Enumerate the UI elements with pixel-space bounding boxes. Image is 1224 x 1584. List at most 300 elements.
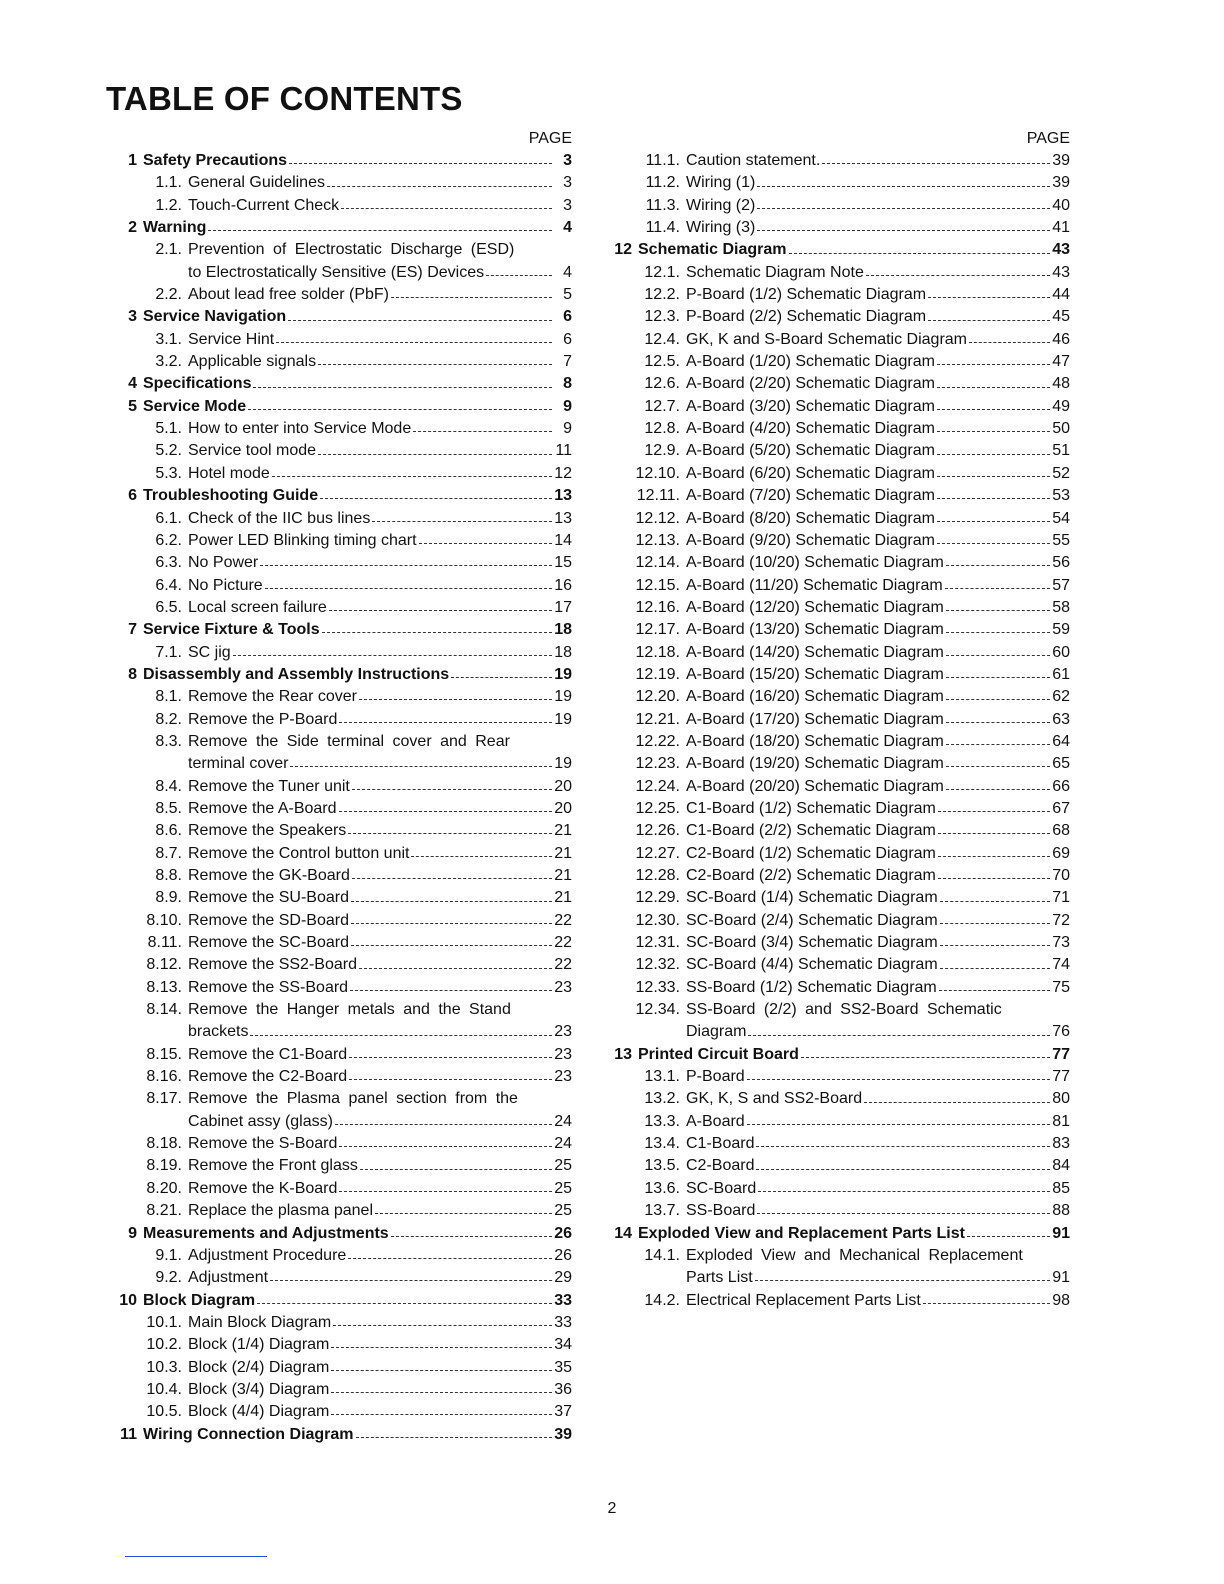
- toc-entry-page: 3: [563, 152, 572, 169]
- toc-entry-label: Service Fixture & Tools: [143, 621, 320, 639]
- toc-entry-page: 65: [1052, 755, 1070, 773]
- toc-entry-label: Hotel mode: [188, 464, 270, 482]
- toc-section-entry[interactable]: [610, 910, 1070, 932]
- toc-entry-page: 43: [1052, 263, 1070, 281]
- toc-entry-page: 60: [1052, 643, 1070, 661]
- toc-section-entry[interactable]: [610, 1088, 1070, 1110]
- toc-chapter-entry[interactable]: [610, 239, 1070, 261]
- dot-leader: [356, 1436, 552, 1438]
- toc-section-entry[interactable]: [610, 999, 1070, 1021]
- toc-entry-label: A-Board (18/20) Schematic Diagram: [686, 732, 944, 750]
- toc-entry-page: 49: [1052, 397, 1070, 415]
- toc-entry-number: 5.1.: [155, 420, 182, 438]
- dot-leader: [339, 810, 552, 812]
- toc-entry-label: Specifications: [143, 375, 252, 393]
- toc-entry-label: Block Diagram: [143, 1291, 256, 1309]
- toc-entry-page: 12: [554, 464, 572, 482]
- dot-leader: [758, 1190, 1050, 1192]
- toc-entry-number: 8.14.: [146, 1001, 182, 1019]
- dot-leader: [391, 296, 552, 298]
- toc-section-entry[interactable]: [610, 1155, 1070, 1177]
- toc-entry-page: 9: [563, 420, 572, 438]
- toc-section-entry[interactable]: [110, 776, 572, 798]
- toc-chapter-entry[interactable]: [110, 485, 572, 507]
- toc-entry-label: Remove the Rear cover: [188, 688, 357, 706]
- toc-section-entry[interactable]: [110, 1088, 572, 1110]
- toc-entry-page: 83: [1052, 1135, 1070, 1153]
- toc-section-entry[interactable]: [610, 887, 1070, 909]
- toc-entry-page: 59: [1052, 621, 1070, 639]
- toc-entry-label: Exploded View and Mechanical Replacement: [686, 1246, 1023, 1264]
- toc-section-entry[interactable]: [110, 954, 572, 976]
- toc-entry-label: Safety Precautions: [143, 152, 288, 169]
- toc-entry-page: 22: [554, 934, 572, 952]
- toc-section-entry[interactable]: [610, 798, 1070, 820]
- toc-section-entry[interactable]: [610, 597, 1070, 619]
- toc-section-entry[interactable]: [110, 239, 572, 261]
- toc-section-entry[interactable]: [610, 329, 1070, 351]
- toc-entry-label: Exploded View and Replacement Parts List: [638, 1224, 965, 1242]
- toc-entry-page: 33: [554, 1291, 572, 1309]
- toc-entry-page: 25: [554, 1179, 572, 1197]
- dot-leader: [940, 944, 1050, 946]
- dot-leader: [359, 698, 552, 700]
- dot-leader: [349, 1056, 552, 1058]
- toc-entry-page: 21: [554, 844, 572, 862]
- toc-entry-number: 3.1.: [155, 330, 182, 348]
- toc-entry-label: C2-Board (2/2) Schematic Diagram: [686, 867, 936, 884]
- toc-section-entry[interactable]: [110, 820, 572, 842]
- toc-entry-number: 12.2.: [644, 286, 680, 304]
- toc-section-entry[interactable]: [110, 1155, 572, 1177]
- toc-entry-label: Wiring (3): [686, 219, 756, 237]
- toc-chapter-entry[interactable]: [110, 1223, 572, 1245]
- toc-entry-page: 85: [1052, 1179, 1070, 1197]
- toc-section-entry[interactable]: [610, 485, 1070, 507]
- toc-entry-number: 8.3.: [155, 732, 182, 750]
- toc-entry-number: 1.1.: [155, 174, 182, 192]
- toc-entry-label: SC-Board: [686, 1179, 757, 1197]
- toc-entry-label: brackets: [188, 1023, 249, 1041]
- toc-section-entry[interactable]: [110, 686, 572, 708]
- toc-entry-label: Block (4/4) Diagram: [188, 1403, 330, 1421]
- toc-entry-page: 39: [554, 1425, 572, 1443]
- toc-section-entry[interactable]: [110, 843, 572, 865]
- toc-section-entry[interactable]: [110, 508, 572, 530]
- toc-entry-number: 11.1.: [645, 152, 680, 169]
- toc-entry-label: Measurements and Adjustments: [143, 1224, 389, 1242]
- toc-entry-label: Replace the plasma panel: [188, 1202, 374, 1220]
- toc-section-entry[interactable]: [110, 284, 572, 306]
- toc-entry-label: Main Block Diagram: [188, 1313, 332, 1331]
- toc-section-entry[interactable]: [110, 597, 572, 619]
- toc-section-entry[interactable]: [610, 843, 1070, 865]
- dot-leader: [756, 1168, 1050, 1170]
- toc-entry-number: 8.18.: [146, 1135, 182, 1153]
- toc-entry-page: 15: [554, 554, 572, 572]
- toc-section-entry[interactable]: [610, 977, 1070, 999]
- toc-entry-page: 55: [1052, 531, 1070, 549]
- toc-entry-page: 19: [554, 665, 572, 683]
- toc-section-entry[interactable]: [110, 910, 572, 932]
- toc-entry-number: 12.8.: [644, 420, 680, 438]
- toc-chapter-entry[interactable]: [110, 664, 572, 686]
- toc-entry-label: A-Board (11/20) Schematic Diagram: [686, 576, 943, 594]
- toc-entry-label: A-Board (19/20) Schematic Diagram: [686, 755, 944, 773]
- toc-section-entry[interactable]: [610, 463, 1070, 485]
- toc-section-entry[interactable]: [610, 1200, 1070, 1222]
- toc-entry-number: 8.21.: [146, 1202, 182, 1220]
- toc-entry-number: 10.2.: [146, 1336, 182, 1354]
- toc-entry-page: 25: [554, 1202, 572, 1220]
- toc-entry-label: A-Board (7/20) Schematic Diagram: [686, 487, 935, 505]
- toc-section-entry[interactable]: [110, 1200, 572, 1222]
- toc-entry-label: Cabinet assy (glass): [188, 1112, 333, 1130]
- toc-section-entry[interactable]: [610, 373, 1070, 395]
- toc-chapter-entry[interactable]: [110, 150, 572, 172]
- toc-entry-page: 45: [1052, 308, 1070, 326]
- toc-entry-page: 57: [1052, 576, 1070, 594]
- toc-entry-label: GK, K, S and SS2-Board: [686, 1090, 863, 1108]
- toc-section-entry[interactable]: [610, 1290, 1070, 1312]
- dot-leader: [946, 676, 1050, 678]
- toc-section-entry[interactable]: [110, 262, 572, 284]
- toc-section-entry[interactable]: [610, 1245, 1070, 1267]
- toc-section-entry[interactable]: [110, 463, 572, 485]
- toc-entry-number: 12.14.: [635, 554, 680, 572]
- toc-section-entry[interactable]: [610, 396, 1070, 418]
- dot-leader: [747, 1078, 1050, 1080]
- dot-leader: [967, 1235, 1050, 1237]
- toc-entry-page: 19: [554, 755, 572, 773]
- toc-entry-label: Adjustment: [188, 1269, 269, 1287]
- toc-section-entry[interactable]: [610, 709, 1070, 731]
- toc-entry-label: Remove the Plasma panel section from the: [188, 1090, 518, 1108]
- toc-entry-page: 36: [554, 1380, 572, 1398]
- dot-leader: [233, 654, 552, 656]
- toc-section-entry[interactable]: [110, 1021, 572, 1043]
- page-column-header: PAGE: [528, 130, 572, 147]
- toc-section-entry[interactable]: [110, 1267, 572, 1289]
- dot-leader: [331, 1346, 552, 1348]
- toc-entry-page: 16: [554, 576, 572, 594]
- toc-entry-label: How to enter into Service Mode: [188, 420, 412, 438]
- toc-entry-label: Wiring (2): [686, 196, 756, 214]
- toc-entry-number: 8.6.: [155, 822, 182, 840]
- toc-entry-number: 5: [128, 397, 137, 415]
- dot-leader: [937, 453, 1050, 455]
- toc-section-entry[interactable]: [110, 440, 572, 462]
- toc-section-entry[interactable]: [610, 865, 1070, 887]
- toc-entry-number: 14.2.: [644, 1291, 680, 1309]
- toc-entry-number: 6.1.: [155, 509, 182, 527]
- dot-leader: [331, 1369, 552, 1371]
- toc-section-entry[interactable]: [110, 351, 572, 373]
- dot-leader: [748, 1034, 1050, 1036]
- toc-entry-number: 12.3.: [644, 308, 680, 326]
- dot-leader: [360, 1168, 552, 1170]
- toc-section-entry[interactable]: [610, 664, 1070, 686]
- toc-section-entry[interactable]: [110, 195, 572, 217]
- toc-entry-label: A-Board (5/20) Schematic Diagram: [686, 442, 935, 460]
- dot-leader: [755, 1279, 1050, 1281]
- toc-entry-label: Remove the A-Board: [188, 799, 337, 817]
- toc-section-entry[interactable]: [110, 1178, 572, 1200]
- dot-leader: [375, 1212, 552, 1214]
- toc-section-entry[interactable]: [110, 575, 572, 597]
- toc-section-entry[interactable]: [110, 552, 572, 574]
- dot-leader: [945, 587, 1050, 589]
- toc-section-entry[interactable]: [610, 1178, 1070, 1200]
- toc-entry-number: 8.7.: [155, 844, 182, 862]
- toc-entry-page: 13: [554, 487, 572, 505]
- toc-entry-page: 4: [563, 263, 572, 281]
- dot-leader: [257, 1302, 552, 1304]
- toc-section-entry[interactable]: [110, 753, 572, 775]
- dot-leader: [352, 788, 552, 790]
- toc-right-column: [610, 128, 1070, 1312]
- toc-section-entry[interactable]: [110, 1066, 572, 1088]
- toc-entry-page: 48: [1052, 375, 1070, 393]
- dot-leader: [359, 967, 552, 969]
- toc-entry-page: 18: [554, 621, 572, 639]
- toc-section-entry[interactable]: [610, 753, 1070, 775]
- toc-section-entry[interactable]: [610, 1267, 1070, 1289]
- dot-leader: [939, 989, 1050, 991]
- toc-section-entry[interactable]: [610, 172, 1070, 194]
- toc-chapter-entry[interactable]: [110, 396, 572, 418]
- dot-leader: [289, 162, 552, 164]
- toc-section-entry[interactable]: [110, 172, 572, 194]
- toc-section-entry[interactable]: [610, 284, 1070, 306]
- toc-section-entry[interactable]: [110, 530, 572, 552]
- toc-entry-number: 12.5.: [644, 353, 680, 371]
- toc-entry-page: 81: [1052, 1112, 1070, 1130]
- toc-section-entry[interactable]: [110, 329, 572, 351]
- dot-leader: [270, 1279, 552, 1281]
- toc-section-entry[interactable]: [610, 306, 1070, 328]
- toc-section-entry[interactable]: [610, 619, 1070, 641]
- toc-entry-label: SC jig: [188, 643, 231, 661]
- toc-entry-number: 12.21.: [635, 710, 680, 728]
- toc-section-entry[interactable]: [110, 798, 572, 820]
- toc-entry-number: 12.1.: [644, 263, 680, 281]
- toc-entry-number: 2: [128, 219, 137, 237]
- dot-leader: [372, 520, 552, 522]
- toc-section-entry[interactable]: [610, 731, 1070, 753]
- dot-leader: [351, 922, 552, 924]
- toc-entry-number: 12.12.: [635, 509, 680, 527]
- toc-entry-page: 76: [1052, 1023, 1070, 1041]
- dot-leader: [946, 698, 1050, 700]
- toc-section-entry[interactable]: [610, 217, 1070, 239]
- toc-entry-page: 3: [563, 174, 572, 192]
- toc-entry-number: 6.5.: [155, 598, 182, 616]
- toc-entry-page: 24: [554, 1112, 572, 1130]
- toc-section-entry[interactable]: [110, 999, 572, 1021]
- toc-section-entry[interactable]: [610, 195, 1070, 217]
- toc-chapter-entry[interactable]: [110, 1424, 572, 1446]
- toc-entry-label: C1-Board (1/2) Schematic Diagram: [686, 799, 936, 817]
- toc-entry-page: 21: [554, 889, 572, 907]
- toc-entry-label: Remove the Front glass: [188, 1157, 358, 1175]
- toc-section-entry[interactable]: [610, 1133, 1070, 1155]
- toc-section-entry[interactable]: [110, 1111, 572, 1133]
- toc-section-entry[interactable]: [610, 262, 1070, 284]
- toc-entry-label: Remove the GK-Board: [188, 867, 350, 884]
- toc-entry-page: 9: [563, 397, 572, 415]
- toc-section-entry[interactable]: [110, 1334, 572, 1356]
- toc-section-entry[interactable]: [610, 1066, 1070, 1088]
- toc-section-entry[interactable]: [110, 932, 572, 954]
- toc-entry-label: No Picture: [188, 576, 263, 594]
- toc-chapter-entry[interactable]: [110, 619, 572, 641]
- toc-entry-label: P-Board (1/2) Schematic Diagram: [686, 286, 927, 304]
- toc-section-entry[interactable]: [610, 351, 1070, 373]
- toc-chapter-entry[interactable]: [110, 217, 572, 239]
- toc-entry-page: 33: [554, 1313, 572, 1331]
- toc-entry-label: Remove the Control button unit: [188, 844, 410, 862]
- dot-leader: [248, 408, 552, 410]
- dot-leader: [864, 1101, 1050, 1103]
- toc-section-entry[interactable]: [110, 1044, 572, 1066]
- toc-entry-label: SS-Board (1/2) Schematic Diagram: [686, 978, 937, 996]
- toc-entry-number: 14.1.: [644, 1246, 680, 1264]
- toc-entry-number: 13.5.: [644, 1157, 680, 1175]
- toc-entry-label: C2-Board: [686, 1157, 755, 1175]
- toc-section-entry[interactable]: [110, 1133, 572, 1155]
- toc-section-entry[interactable]: [110, 709, 572, 731]
- toc-entry-label: GK, K and S-Board Schematic Diagram: [686, 330, 968, 348]
- toc-section-entry[interactable]: [110, 977, 572, 999]
- toc-list-left: [110, 150, 572, 1446]
- dot-leader: [318, 363, 552, 365]
- toc-entry-label: Block (2/4) Diagram: [188, 1358, 330, 1376]
- toc-section-entry[interactable]: [110, 865, 572, 887]
- dot-leader: [757, 1212, 1050, 1214]
- dot-leader: [938, 832, 1050, 834]
- toc-section-entry[interactable]: [610, 418, 1070, 440]
- toc-entry-label: A-Board (17/20) Schematic Diagram: [686, 710, 944, 728]
- toc-section-entry[interactable]: [610, 530, 1070, 552]
- dot-leader: [331, 1391, 552, 1393]
- toc-entry-page: 23: [554, 1068, 572, 1086]
- dot-leader: [335, 1123, 552, 1125]
- toc-section-entry[interactable]: [110, 1312, 572, 1334]
- toc-chapter-entry[interactable]: [610, 1223, 1070, 1245]
- toc-section-entry[interactable]: [610, 575, 1070, 597]
- toc-section-entry[interactable]: [110, 731, 572, 753]
- toc-entry-number: 12.10.: [635, 464, 680, 482]
- dot-leader: [322, 631, 552, 633]
- dot-leader: [411, 855, 552, 857]
- dot-leader: [937, 542, 1050, 544]
- toc-section-entry[interactable]: [610, 440, 1070, 462]
- toc-entry-label: A-Board (4/20) Schematic Diagram: [686, 420, 935, 438]
- toc-entry-page: 63: [1052, 710, 1070, 728]
- toc-chapter-entry[interactable]: [110, 306, 572, 328]
- toc-entry-number: 4: [128, 375, 137, 393]
- dot-leader: [969, 341, 1050, 343]
- dot-leader: [937, 408, 1050, 410]
- toc-section-entry[interactable]: [110, 1379, 572, 1401]
- dot-leader: [333, 1324, 552, 1326]
- toc-section-entry[interactable]: [610, 820, 1070, 842]
- toc-entry-number: 12.31.: [635, 934, 680, 952]
- toc-entry-page: 51: [1052, 442, 1070, 460]
- toc-entry-page: 11: [555, 442, 572, 460]
- toc-section-entry[interactable]: [610, 1111, 1070, 1133]
- toc-entry-number: 12.26.: [635, 822, 680, 840]
- toc-section-entry[interactable]: [610, 642, 1070, 664]
- toc-entry-label: Touch-Current Check: [188, 196, 340, 214]
- toc-entry-number: 10.4.: [146, 1380, 182, 1398]
- toc-entry-page: 68: [1052, 822, 1070, 840]
- toc-entry-number: 9.2.: [155, 1269, 182, 1287]
- toc-section-entry[interactable]: [110, 887, 572, 909]
- toc-section-entry[interactable]: [610, 954, 1070, 976]
- toc-entry-page: 47: [1052, 353, 1070, 371]
- toc-entry-number: 8.13.: [146, 978, 182, 996]
- toc-entry-page: 75: [1052, 978, 1070, 996]
- toc-entry-number: 10.5.: [146, 1403, 182, 1421]
- toc-section-entry[interactable]: [610, 1021, 1070, 1043]
- dot-leader: [937, 430, 1050, 432]
- toc-chapter-entry[interactable]: [110, 373, 572, 395]
- toc-list-right: [610, 150, 1070, 1312]
- toc-section-entry[interactable]: [610, 776, 1070, 798]
- toc-entry-number: 8.12.: [146, 956, 182, 974]
- toc-section-entry[interactable]: [110, 1401, 572, 1423]
- toc-entry-number: 8.8.: [155, 867, 182, 884]
- toc-section-entry[interactable]: [110, 418, 572, 440]
- toc-entry-number: 6.2.: [155, 531, 182, 549]
- toc-entry-number: 10.1.: [146, 1313, 182, 1331]
- toc-entry-label: Remove the S-Board: [188, 1135, 338, 1153]
- toc-entry-number: 8.1.: [155, 688, 182, 706]
- toc-entry-page: 61: [1052, 665, 1070, 683]
- toc-entry-label: A-Board (12/20) Schematic Diagram: [686, 598, 944, 616]
- toc-entry-label: terminal cover: [188, 755, 289, 773]
- toc-section-entry[interactable]: [610, 932, 1070, 954]
- toc-entry-page: 17: [554, 598, 572, 616]
- toc-section-entry[interactable]: [610, 686, 1070, 708]
- toc-entry-label: Remove the Speakers: [188, 822, 347, 840]
- toc-section-entry[interactable]: [610, 150, 1070, 172]
- toc-entry-page: 67: [1052, 799, 1070, 817]
- toc-section-entry[interactable]: [610, 508, 1070, 530]
- toc-entry-label: Wiring (1): [686, 174, 756, 192]
- toc-chapter-entry[interactable]: [610, 1044, 1070, 1066]
- dot-leader: [351, 944, 552, 946]
- toc-entry-label: P-Board (2/2) Schematic Diagram: [686, 308, 927, 326]
- toc-section-entry[interactable]: [610, 552, 1070, 574]
- toc-entry-number: 7.1.: [155, 643, 182, 661]
- toc-entry-page: 22: [554, 911, 572, 929]
- toc-entry-number: 8.2.: [155, 710, 182, 728]
- toc-section-entry[interactable]: [110, 1357, 572, 1379]
- toc-entry-label: Service Mode: [143, 397, 247, 415]
- toc-entry-label: SC-Board (2/4) Schematic Diagram: [686, 911, 938, 929]
- toc-entry-number: 10: [119, 1291, 137, 1309]
- toc-section-entry[interactable]: [110, 642, 572, 664]
- toc-entry-label: Service Hint: [188, 330, 275, 348]
- toc-entry-page: 91: [1052, 1269, 1070, 1287]
- toc-section-entry[interactable]: [110, 1245, 572, 1267]
- toc-entry-page: 21: [554, 867, 572, 884]
- toc-chapter-entry[interactable]: [110, 1290, 572, 1312]
- toc-entry-label: Schematic Diagram Note: [686, 263, 864, 281]
